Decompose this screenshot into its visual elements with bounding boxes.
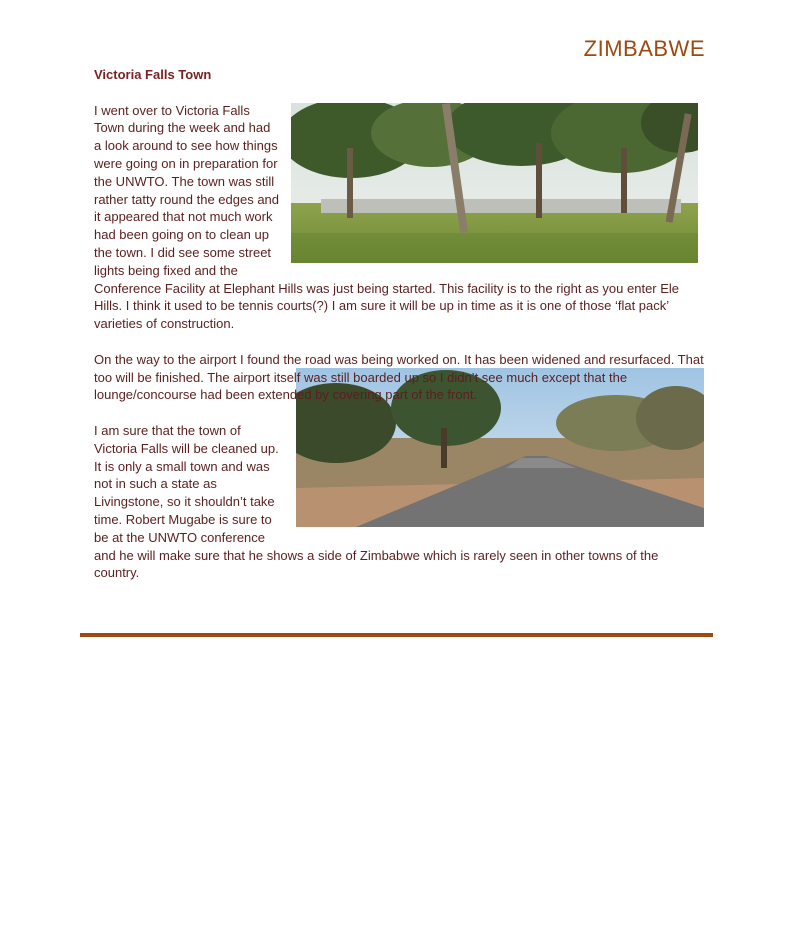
paragraph-3: I am sure that the town of Victoria Falls will be cleaned up. It is only a small town and was not in such a state as Livingstone, so it shouldn’t take time. Robert Mugabe is sure to be at the UNWTO conference and he will make sure that he shows a side of Zimbabwe which is rarely seen in other towns of the country. <box>94 422 706 582</box>
park-photo <box>291 103 698 263</box>
section-heading: Victoria Falls Town <box>94 67 212 82</box>
article-body <box>94 66 706 600</box>
footer-divider <box>80 633 713 637</box>
paragraph-2: On the way to the airport I found the road was being worked on. It has been widened and resurfaced. That too will be finished. The airport itself was still boarded up so I didn’t see much except that the lounge/concourse had been extended by covering part of the front. <box>94 351 704 403</box>
page-title: ZIMBABWE <box>583 36 705 61</box>
paragraph-1: I went over to Victoria Falls Town during the week and had a look around to see how things were going on in preparation for the UNWTO. The town was still rather tatty round the edges and it appeared that not much work had been going on to clean up the town. I did see some street lights being fixed and the Conference Facility at Elephant Hills was just being started. This facility is to the right as you enter Ele Hills. I think it used to be tennis courts(?) I am sure it will be up in time as it is one of those ‘flat pack’ varieties of construction. <box>94 102 706 333</box>
